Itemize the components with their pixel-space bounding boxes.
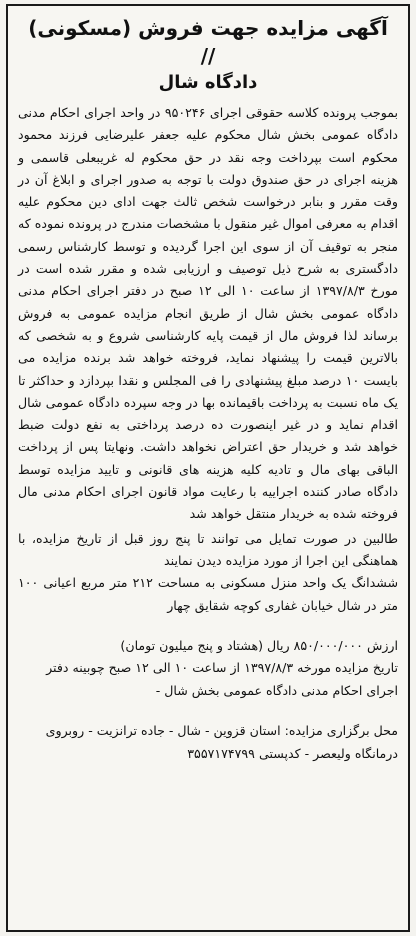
property-description: ششدانگ یک واحد منزل مسکونی به مساحت ۲۱۲ متر مربع اعیانی ۱۰۰ متر در شال خیابان غفاری کوچه شقایق چهار [18, 575, 398, 613]
property-value: ارزش ۸۵۰/۰۰۰/۰۰۰ ریال (هشتاد و پنج میلیون تومان) [120, 637, 398, 653]
auction-details [18, 635, 398, 703]
auction-date: تاریخ مزایده مورخه ۱۳۹۷/۸/۳ از ساعت ۱۰ الی ۱۲ صبح چوبینه دفتر اجرای احکام مدنی دادگاه عمومی بخش شال - [46, 660, 398, 698]
auction-location: محل برگزاری مزایده: استان قزوین - شال - جاده ترانزیت - روبروی درمانگاه ولیعصر - کدپستی ۳۵۵۷۱۷۴۷۹۹ [45, 723, 398, 761]
notice-body-paragraph: بموجب پرونده کلاسه حقوقی اجرای ۹۵۰۲۴۶ در واحد اجرای احکام مدنی دادگاه عمومی بخش شال محکوم علیه جعفر علیرضایی فرزند محمود محکوم است بپرداخت وجه نقد در حق محکوم له غریبعلی قاسمی و هزینه اجرای در حق صندوق دولت با توجه به صدور اجرای و ابلاغ آن در وقت مقرر و بنابر درخواست شخص ثالث جهت ادای دین محکوم علیه اقدام به معرفی اموال غیر منقول با مشخصات مندرج در پرونده نموده که منجر به توقیف آن از سوی این اجرا گردیده و توسط کارشناس رسمی دادگستری به شرح ذیل توصیف و ارزیابی شده و مقرر شده است در مورخ ۱۳۹۷/۸/۳ از ساعت ۱۰ الی ۱۲ صبح در دفتر اجرای احکام مدنی دادگاه عمومی بخش شال از طریق انجام مزایده عمومی به فروش برساند لذا فروش مال از قیمت پایه کارشناسی شروع و به شخصی که بالاترین قیمت را پیشنهاد نماید، فروخته خواهد شد برنده مزایده می بایست ۱۰ درصد مبلغ پیشنهادی را فی المجلس و نقدا بپردازد و حداکثر تا یک ماه نسبت به پرداخت باقیمانده بها در وجه سپرده دادگاه عمومی شال اقدام نماید و در غیر اینصورت ده درصد پرداختی به نفع دولت ضبط خواهد شد و خریدار حق اعتراض نخواهد داشت. ونهایتا پس از پرداخت الباقی بهای مال و تادیه کلیه هزینه های قانونی و تایید مزایده توسط دادگاه صادر کننده اجراییه با رعایت مواد قانون اجرای احکام مدنی مال فروخته شده به خریدار منتقل خواهد شد [18, 105, 399, 522]
visit-paragraph: طالبین در صورت تمایل می توانند تا پنج روز قبل از تاریخ مزایده، با هماهنگی این اجرا از مورد مزایده دیدن نمایند [18, 530, 398, 568]
notice-subtitle: دادگاه شال [158, 72, 258, 93]
notice-title: آگهی مزایده جهت فروش (مسکونی) // [28, 16, 388, 68]
auction-location-block [18, 720, 398, 765]
auction-notice [6, 4, 410, 932]
